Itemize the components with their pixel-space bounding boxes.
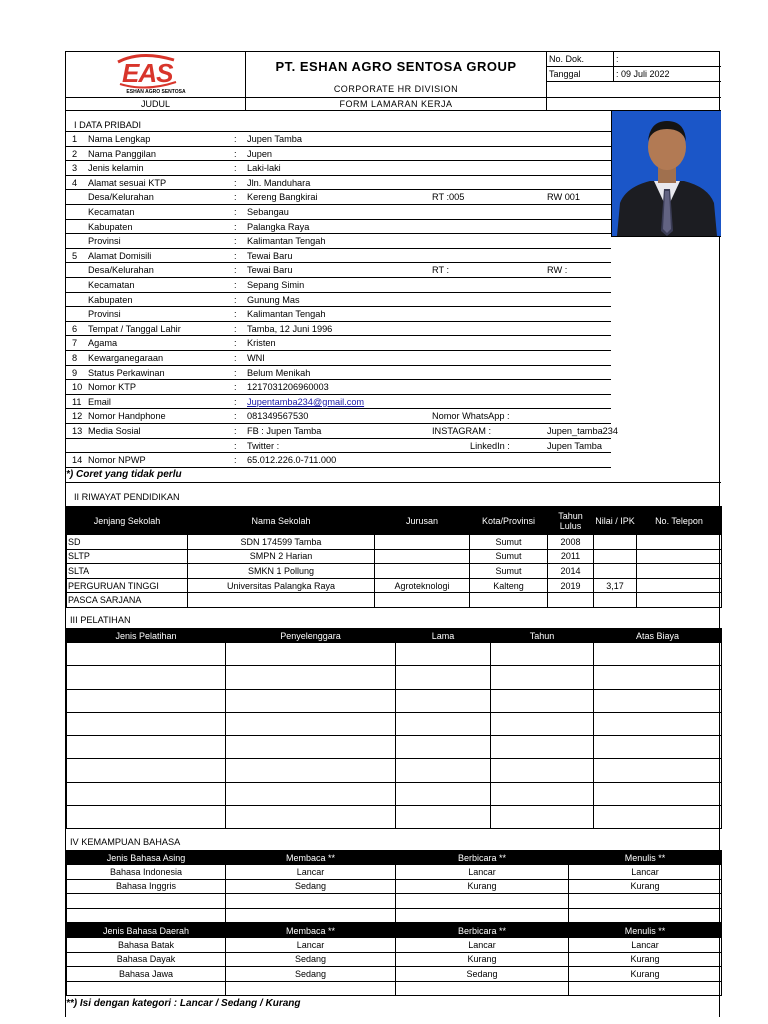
bahasa-note: **) Isi dengan kategori : Lancar / Sedang / Kurang [66, 998, 301, 1009]
column-header: Tahun Lulus [548, 507, 594, 535]
row-colon: : [234, 236, 237, 247]
table-cell [226, 689, 396, 712]
table-cell: Sedang [226, 967, 396, 982]
data-pribadi-row [66, 439, 611, 454]
row-value[interactable]: Jupentamba234@gmail.com [247, 396, 365, 407]
row-number: 10 [72, 382, 83, 393]
row-value: WNI [247, 353, 265, 363]
data-pribadi-row [66, 132, 611, 147]
table-cell [594, 736, 722, 759]
row-value: Kalimantan Tengah [247, 309, 326, 320]
table-cell [396, 981, 569, 996]
table-cell: SMPN 2 Harian [188, 549, 375, 564]
row-label: Kabupaten [88, 294, 133, 305]
table-cell [375, 593, 470, 608]
table-row [67, 759, 722, 782]
row-value: Gunung Mas [247, 294, 300, 305]
table-cell: Bahasa Inggris [67, 879, 226, 894]
table-cell: Universitas Palangka Raya [188, 578, 375, 593]
table-cell [594, 549, 637, 564]
row-label: Nomor Handphone [88, 411, 166, 422]
table-row [67, 535, 722, 550]
table-row [67, 736, 722, 759]
table-cell [491, 666, 594, 689]
row-colon: : [234, 426, 237, 436]
table-cell: PERGURUAN TINGGI [67, 578, 188, 593]
column-header: No. Telepon [637, 507, 722, 535]
table-row [67, 782, 722, 805]
company-logo [66, 52, 246, 97]
table-cell [396, 712, 491, 735]
row-colon: : [234, 134, 237, 144]
person-photo-icon [612, 111, 721, 236]
table-cell: PASCA SARJANA [67, 593, 188, 608]
row-colon: : [234, 192, 237, 203]
data-pribadi-row [66, 424, 619, 439]
row-colon: : [234, 294, 237, 305]
table-cell: Kurang [569, 967, 722, 982]
education-table [66, 506, 722, 608]
row-value: Sepang Simin [247, 280, 305, 290]
row-colon: : [234, 207, 237, 217]
table-cell [226, 782, 396, 805]
table-cell [226, 908, 396, 923]
row-label: Nomor KTP [88, 382, 136, 393]
row-value: Jln. Manduhara [247, 177, 311, 188]
table-cell [375, 564, 470, 579]
table-row [67, 952, 722, 967]
table-cell [594, 806, 722, 829]
column-header: Membaca ** [226, 851, 396, 865]
row-value: Tewai Baru [247, 265, 293, 276]
row-value: Jupen Tamba [247, 134, 302, 144]
data-pribadi-row [66, 220, 611, 235]
table-cell: Sumut [470, 564, 548, 579]
table-cell [396, 908, 569, 923]
row-label: Media Sosial [88, 426, 141, 436]
logo-subtext: ESHAN AGRO SENTOSA [126, 89, 186, 95]
data-pribadi-row [66, 249, 611, 264]
table-row [67, 578, 722, 593]
table-cell [637, 535, 722, 550]
tanggal-label: Tanggal [549, 69, 581, 79]
table-cell [396, 894, 569, 909]
table-cell [67, 759, 226, 782]
data-pribadi-row [66, 176, 611, 191]
table-row [67, 564, 722, 579]
row-colon: : [234, 396, 237, 407]
data-pribadi-row [66, 263, 611, 278]
tanggal-value: : 09 Juli 2022 [616, 69, 670, 79]
table-cell [226, 643, 396, 666]
column-header: Jurusan [375, 507, 470, 535]
table-cell [491, 736, 594, 759]
data-pribadi-row [66, 336, 611, 351]
table-cell [396, 782, 491, 805]
table-cell [67, 736, 226, 759]
row-value: Sebangau [247, 207, 289, 217]
table-cell [594, 643, 722, 666]
table-row [67, 549, 722, 564]
column-header: Berbicara ** [396, 924, 569, 938]
row-extra-1: RT : [432, 265, 450, 276]
table-cell [594, 712, 722, 735]
column-header: Jenis Pelatihan [67, 629, 226, 643]
table-row [67, 981, 722, 996]
column-header: Tahun [491, 629, 594, 643]
table-cell: Agroteknologi [375, 578, 470, 593]
data-pribadi-row [66, 453, 611, 468]
table-cell: Bahasa Jawa [67, 967, 226, 982]
row-extra-2: Jupen Tamba [547, 440, 602, 451]
judul-label: JUDUL [66, 97, 246, 111]
table-cell [594, 564, 637, 579]
row-colon: : [234, 177, 237, 188]
row-value: 081349567530 [247, 411, 309, 422]
table-cell [396, 666, 491, 689]
row-colon: : [234, 163, 237, 174]
column-header: Jenjang Sekolah [67, 507, 188, 535]
table-cell [594, 689, 722, 712]
table-cell [67, 643, 226, 666]
row-colon: : [234, 338, 237, 349]
data-pribadi-row [66, 307, 611, 322]
table-cell: Sedang [226, 952, 396, 967]
row-value: 1217031206960003 [247, 382, 329, 393]
row-label: Kabupaten [88, 221, 133, 232]
table-cell [226, 666, 396, 689]
regional-language-table [66, 923, 722, 996]
document-info [546, 52, 721, 97]
table-cell [226, 894, 396, 909]
column-header: Membaca ** [226, 924, 396, 938]
row-label: Tempat / Tanggal Lahir [88, 323, 181, 334]
row-label: Provinsi [88, 309, 121, 320]
row-colon: : [234, 382, 237, 393]
column-header: Jenis Bahasa Asing [67, 851, 226, 865]
row-value: Kalimantan Tengah [247, 236, 326, 247]
row-extra-1: RT :005 [432, 192, 465, 203]
row-value: FB : Jupen Tamba [247, 426, 322, 436]
row-label: Kecamatan [88, 280, 135, 290]
table-cell: Lancar [226, 938, 396, 953]
table-cell [491, 712, 594, 735]
table-cell: SLTA [67, 564, 188, 579]
table-cell: Bahasa Dayak [67, 952, 226, 967]
row-extra-1: INSTAGRAM : [432, 426, 492, 436]
table-cell [226, 759, 396, 782]
row-value: 65.012.226.0-711.000 [247, 455, 337, 466]
table-row [67, 879, 722, 894]
row-number: 8 [72, 353, 78, 363]
table-cell [226, 981, 396, 996]
table-cell: Lancar [396, 938, 569, 953]
row-label: Alamat sesuai KTP [88, 177, 167, 188]
row-label: Kewarganegaraan [88, 353, 164, 363]
data-pribadi-row [66, 322, 611, 337]
table-cell [396, 806, 491, 829]
table-row [67, 712, 722, 735]
table-cell: 2014 [548, 564, 594, 579]
section-pelatihan-title: III PELATIHAN [70, 615, 131, 625]
table-cell: Kurang [569, 879, 722, 894]
division-name: CORPORATE HR DIVISION [333, 84, 459, 94]
row-value: Twitter : [247, 440, 280, 451]
row-value: Laki-laki [247, 163, 281, 174]
table-cell [594, 535, 637, 550]
table-cell: SMKN 1 Pollung [188, 564, 375, 579]
table-cell: Lancar [569, 865, 722, 880]
row-number: 6 [72, 323, 78, 334]
data-pribadi-row [66, 351, 611, 366]
table-row [67, 689, 722, 712]
foreign-language-table [66, 850, 722, 923]
company-name: PT. ESHAN AGRO SENTOSA GROUP [275, 59, 517, 74]
table-cell [637, 549, 722, 564]
table-cell [491, 689, 594, 712]
row-colon: : [234, 280, 237, 290]
row-value: Tamba, 12 Juni 1996 [247, 323, 333, 334]
section-bahasa-title: IV KEMAMPUAN BAHASA [70, 837, 181, 847]
table-row [67, 865, 722, 880]
row-label: Email [88, 396, 111, 407]
row-colon: : [234, 323, 237, 334]
table-cell [396, 759, 491, 782]
form-title: FORM LAMARAN KERJA [246, 97, 546, 111]
row-number: 9 [72, 367, 78, 378]
table-row [67, 666, 722, 689]
table-cell: Lancar [226, 865, 396, 880]
table-row [67, 967, 722, 982]
row-number: 14 [72, 455, 83, 466]
table-cell [67, 782, 226, 805]
row-label: Nama Panggilan [88, 148, 156, 159]
table-cell [594, 759, 722, 782]
data-pribadi-row [66, 278, 611, 293]
no-dok-label: No. Dok. [549, 54, 585, 64]
column-header: Nilai / IPK [594, 507, 637, 535]
table-cell [226, 712, 396, 735]
table-cell: Sedang [226, 879, 396, 894]
table-header-row [67, 629, 722, 643]
row-value: Belum Menikah [247, 367, 311, 378]
table-cell [491, 806, 594, 829]
row-colon: : [234, 250, 237, 261]
table-cell: Bahasa Batak [67, 938, 226, 953]
table-cell [67, 894, 226, 909]
table-cell [67, 689, 226, 712]
no-dok-value: : [616, 54, 619, 64]
row-label: Status Perkawinan [88, 367, 165, 378]
table-cell: Kalteng [470, 578, 548, 593]
table-cell [226, 806, 396, 829]
data-pribadi-row [66, 234, 611, 249]
table-cell: Lancar [569, 938, 722, 953]
table-cell [491, 643, 594, 666]
row-extra-2: RW : [547, 265, 568, 276]
row-colon: : [234, 309, 237, 320]
table-cell: Kurang [569, 952, 722, 967]
data-pribadi-row [66, 147, 611, 162]
row-label: Kecamatan [88, 207, 135, 217]
table-row [67, 806, 722, 829]
table-cell [67, 666, 226, 689]
data-pribadi-row [66, 395, 611, 410]
row-label: Provinsi [88, 236, 121, 247]
column-header: Menulis ** [569, 924, 722, 938]
table-header-row [67, 507, 722, 535]
table-cell: Sumut [470, 549, 548, 564]
table-cell [594, 782, 722, 805]
row-extra-2: RW 001 [547, 192, 581, 203]
form-sheet [65, 51, 720, 1017]
table-cell [67, 908, 226, 923]
table-row [67, 593, 722, 608]
column-header: Penyelenggara [226, 629, 396, 643]
section-pendidikan-title: II RIWAYAT PENDIDIKAN [74, 492, 180, 502]
data-pribadi-row [66, 409, 611, 424]
logo-text: EAS [122, 58, 173, 88]
row-label: Nomor NPWP [88, 455, 146, 466]
table-cell: Sumut [470, 535, 548, 550]
row-colon: : [234, 265, 237, 276]
section-data-pribadi-title: I DATA PRIBADI [66, 111, 611, 132]
row-label: Desa/Kelurahan [88, 192, 154, 203]
table-cell [637, 564, 722, 579]
table-cell [637, 578, 722, 593]
eas-logo-icon [66, 52, 246, 97]
row-colon: : [234, 411, 237, 422]
data-pribadi-row [66, 366, 611, 381]
table-cell: SLTP [67, 549, 188, 564]
table-cell [569, 908, 722, 923]
table-row [67, 643, 722, 666]
table-cell [594, 593, 637, 608]
table-row [67, 908, 722, 923]
row-label: Alamat Domisili [88, 250, 152, 261]
table-cell [548, 593, 594, 608]
column-header: Jenis Bahasa Daerah [67, 924, 226, 938]
row-label: Desa/Kelurahan [88, 265, 154, 276]
table-cell [188, 593, 375, 608]
row-number: 1 [72, 134, 78, 144]
table-cell [67, 981, 226, 996]
row-number: 2 [72, 148, 78, 159]
row-number: 11 [72, 396, 82, 407]
row-value: Palangka Raya [247, 221, 310, 232]
table-cell: Sedang [396, 967, 569, 982]
table-cell: Kurang [396, 879, 569, 894]
data-pribadi-row [66, 161, 611, 176]
row-value: Kereng Bangkirai [247, 192, 318, 203]
table-cell [396, 643, 491, 666]
table-cell: Kurang [396, 952, 569, 967]
row-colon: : [234, 353, 237, 363]
row-label: Nama Lengkap [88, 134, 151, 144]
data-pribadi-row [66, 293, 611, 308]
data-pribadi-row [66, 205, 611, 220]
row-colon: : [234, 440, 237, 451]
table-cell: SD [67, 535, 188, 550]
column-header: Lama [396, 629, 491, 643]
table-cell [594, 666, 722, 689]
table-cell: 3,17 [594, 578, 637, 593]
table-cell [226, 736, 396, 759]
table-cell: 2019 [548, 578, 594, 593]
table-header-row [67, 924, 722, 938]
table-header-row [67, 851, 722, 865]
table-cell [375, 549, 470, 564]
row-label: Agama [88, 338, 118, 349]
row-extra-2: Jupen_tamba234 [547, 426, 619, 436]
row-value: Tewai Baru [247, 250, 293, 261]
table-cell [569, 981, 722, 996]
table-row [67, 894, 722, 909]
data-pribadi-row [66, 380, 611, 395]
row-colon: : [234, 455, 237, 466]
row-extra-1: Nomor WhatsApp : [432, 411, 510, 422]
row-colon: : [234, 148, 237, 159]
column-header: Atas Biaya [594, 629, 722, 643]
document-spacer [546, 97, 721, 111]
row-colon: : [234, 221, 237, 232]
row-number: 4 [72, 177, 78, 188]
table-cell [637, 593, 722, 608]
row-number: 7 [72, 338, 78, 349]
applicant-photo [611, 111, 721, 236]
row-number: 13 [72, 426, 83, 436]
table-cell [470, 593, 548, 608]
data-pribadi-row [66, 190, 611, 205]
row-value: Kristen [247, 338, 276, 349]
table-cell [396, 736, 491, 759]
coret-note: *) Coret yang tidak perlu [66, 469, 182, 480]
column-header: Kota/Provinsi [470, 507, 548, 535]
table-row [67, 938, 722, 953]
column-header: Nama Sekolah [188, 507, 375, 535]
table-cell [569, 894, 722, 909]
row-value: Jupen [247, 148, 273, 159]
row-number: 5 [72, 250, 78, 261]
table-cell [67, 806, 226, 829]
table-cell: 2011 [548, 549, 594, 564]
table-cell: Bahasa Indonesia [67, 865, 226, 880]
row-colon: : [234, 367, 237, 378]
table-cell: Lancar [396, 865, 569, 880]
column-header: Menulis ** [569, 851, 722, 865]
row-number: 12 [72, 411, 83, 422]
table-cell [491, 759, 594, 782]
table-cell [67, 712, 226, 735]
table-cell [375, 535, 470, 550]
column-header: Berbicara ** [396, 851, 569, 865]
row-number: 3 [72, 163, 78, 174]
row-label: Jenis kelamin [88, 163, 144, 174]
table-cell: 2008 [548, 535, 594, 550]
row-extra-1: LinkedIn : [470, 440, 510, 451]
training-table [66, 628, 722, 829]
table-cell [396, 689, 491, 712]
table-cell [491, 782, 594, 805]
table-cell: SDN 174599 Tamba [188, 535, 375, 550]
